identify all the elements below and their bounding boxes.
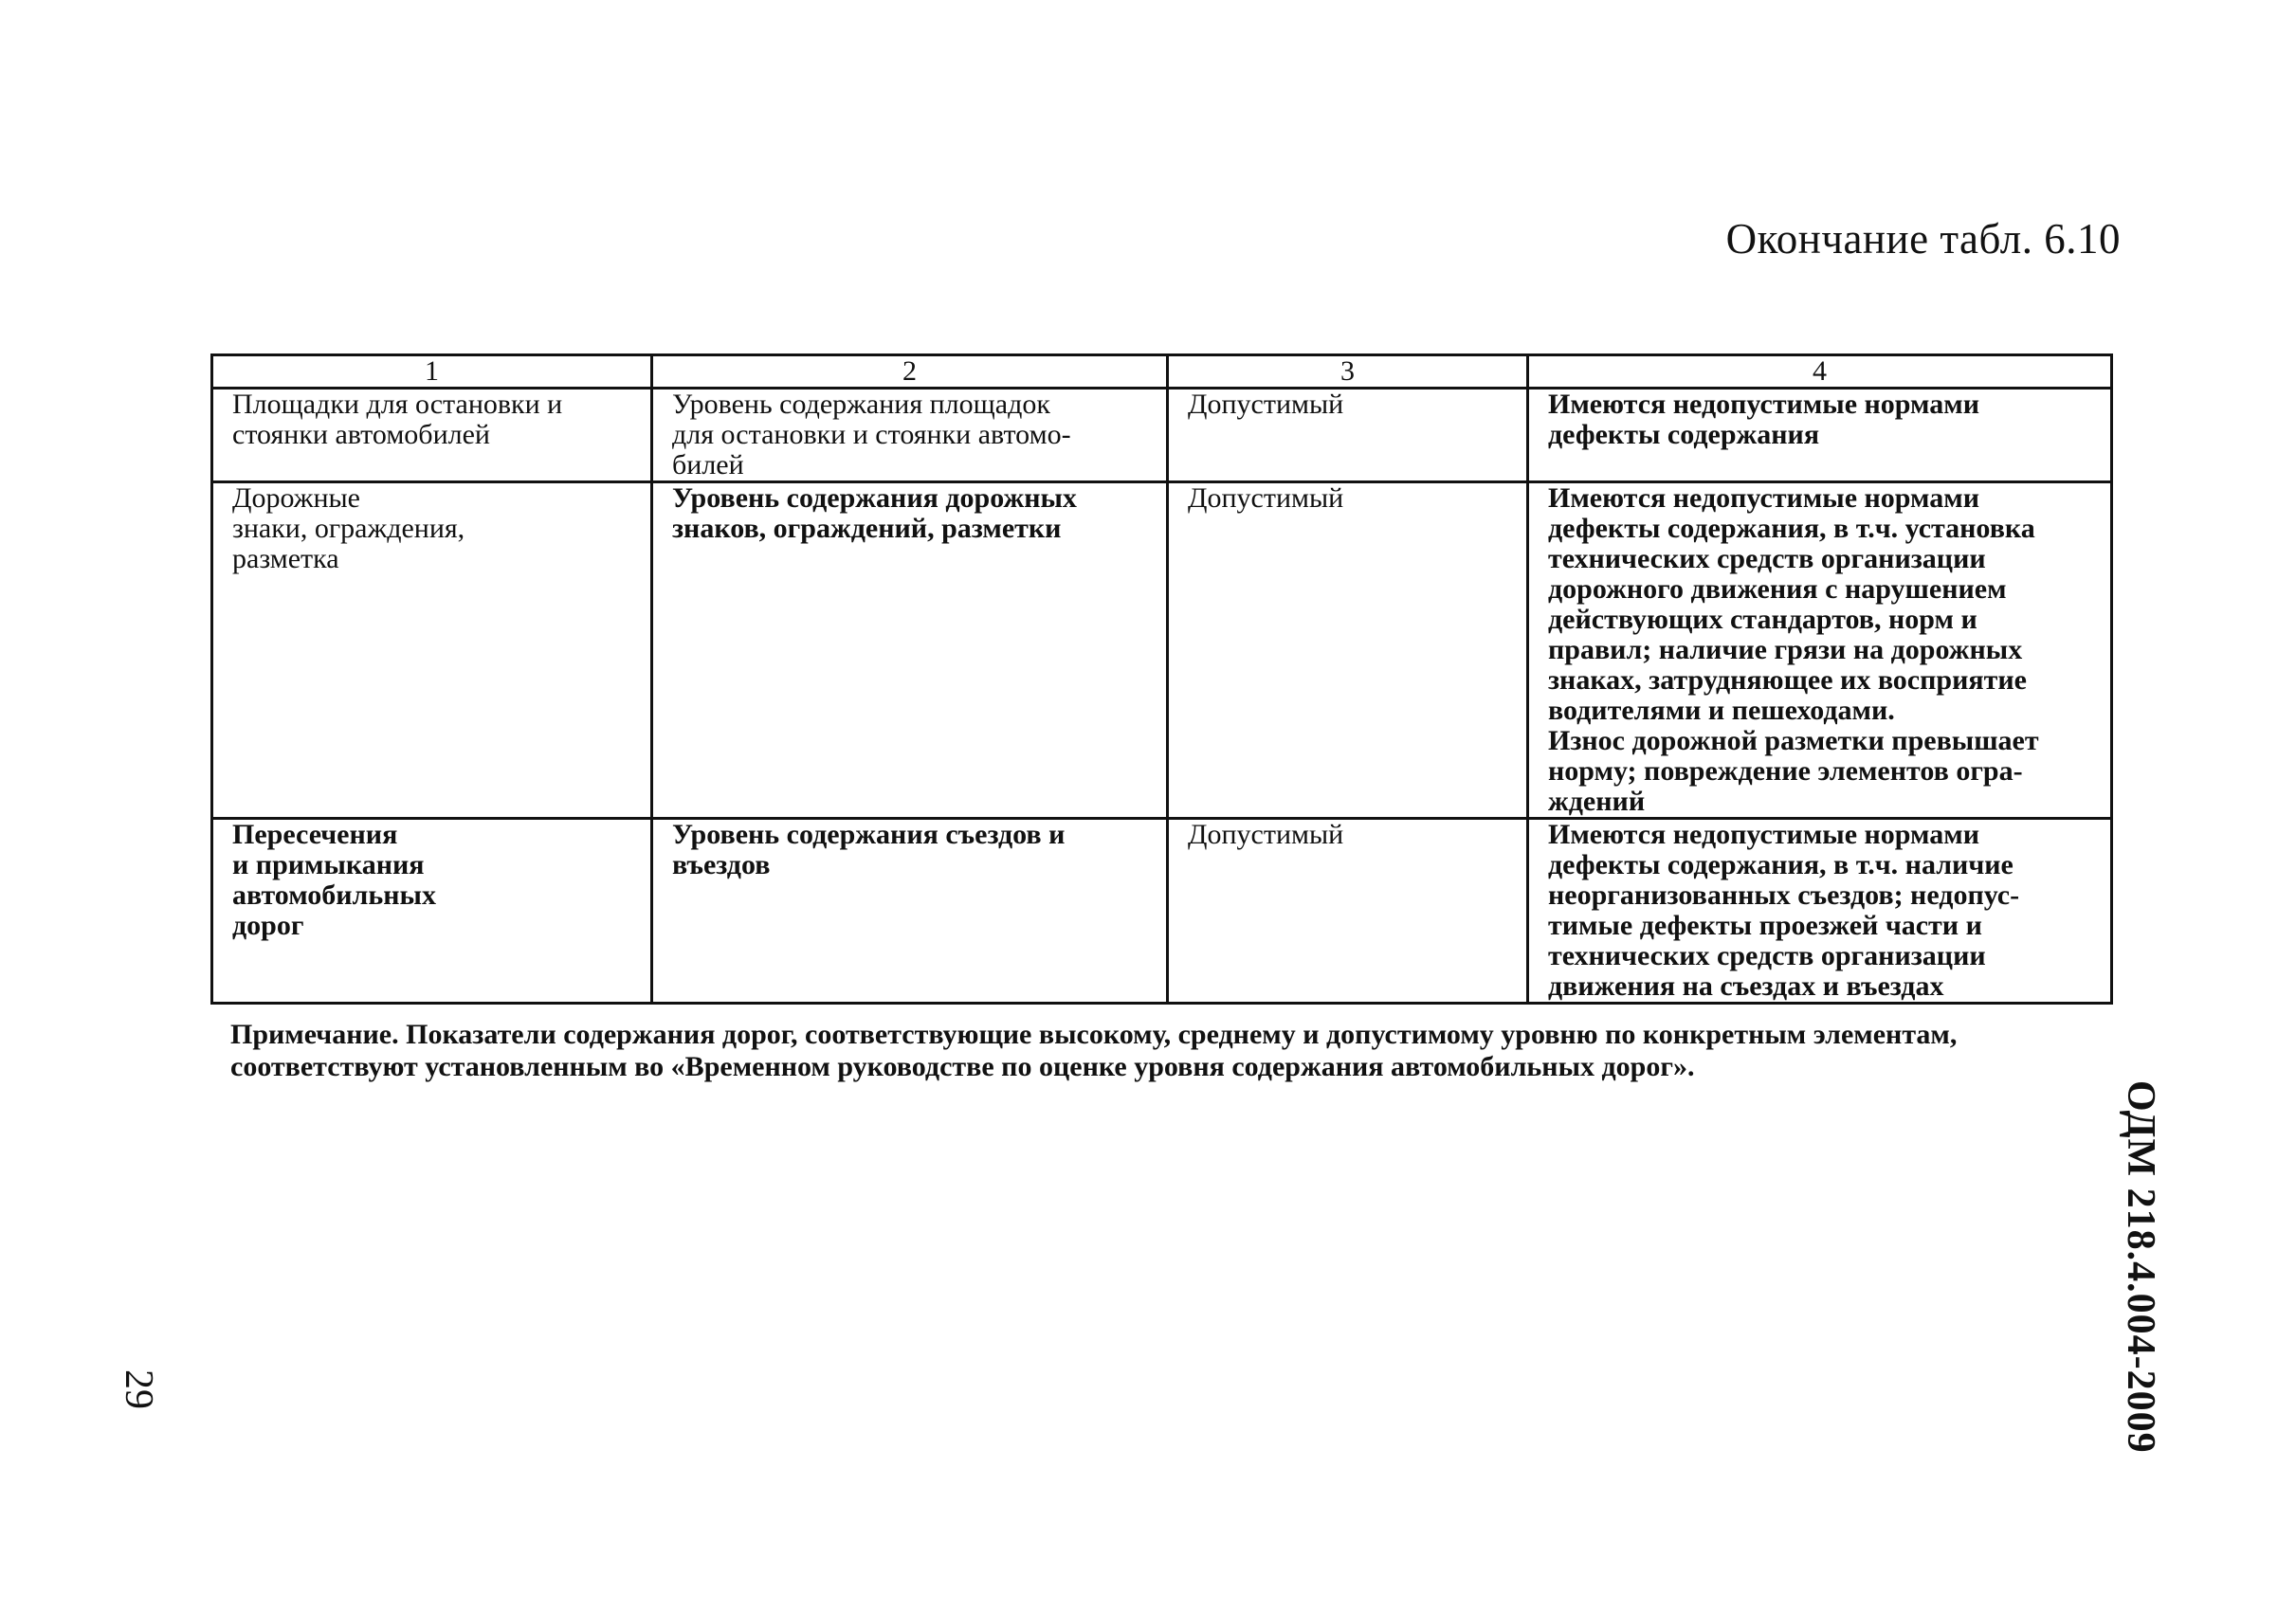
table-cell-level [1168,482,1528,819]
table-cell-level [1168,819,1528,1004]
table-header-row [212,355,2112,389]
cell-text: Дорожные знаки, ограждения, разметка [232,482,465,574]
table-cell-indicator [652,482,1168,819]
cell-text: Допустимый [1188,819,1344,850]
table-row [212,482,2112,819]
table-cell-indicator [652,819,1168,1004]
table-cell-defects [1528,819,2112,1004]
cell-text: Допустимый [1188,482,1344,514]
cell-text: Уровень содержания площадок для остановки и стоянки автомо- билей [672,389,1071,480]
table-cell-element [212,819,652,1004]
cell-text: Имеются недопустимые нормами дефекты содержания, в т.ч. наличие неорганизованных съездов; недопус- тимые дефекты проезжей части и технических средств организации движения на съездах и въездах [1548,819,2020,1002]
table-cell-element [212,389,652,482]
header-cell-3: 3 [1168,355,1528,389]
note-text: Показатели содержания дорог, соответствующие высокому, среднему и допустимому уровню по конкретным элементам, соответствуют установленным во «Временном руководстве по оценке уровня содержания автомобильных дорог». [230,1019,1958,1082]
cell-text: Площадки для остановки и стоянки автомобилей [232,389,563,450]
cell-text: Имеются недопустимые нормами дефекты содержания [1548,389,1979,450]
header-cell-4: 4 [1528,355,2112,389]
table-row [212,819,2112,1004]
document-code: ОДМ 218.4.004-2009 [2119,1080,2162,1454]
table-row [212,389,2112,482]
cell-text: Уровень содержания съездов и въездов [672,819,1066,880]
table-cell-defects [1528,389,2112,482]
cell-text: Имеются недопустимые нормами дефекты содержания, в т.ч. установка технических средств организации дорожного движения с нарушением действующих стандартов, норм и правил; наличие грязи на дорожных знаках, затрудняющее их восприятие водителями и пешеходами. Износ дорожной разметки превышает норму; повреждение элементов огра- ждений [1548,482,2039,817]
table-cell-level [1168,389,1528,482]
cell-text: Пересечения и примыкания автомобильных дорог [232,819,436,941]
cell-text: Допустимый [1188,389,1344,420]
maintenance-table [210,353,2113,1005]
table-cell-indicator [652,389,1168,482]
page-number: 29 [117,1369,160,1409]
note-label: Примечание. [230,1019,399,1050]
header-cell-1: 1 [212,355,652,389]
table-cell-defects [1528,482,2112,819]
table-cell-element [212,482,652,819]
table-caption: Окончание табл. 6.10 [1725,215,2121,263]
cell-text: Уровень содержания дорожных знаков, ограждений, разметки [672,482,1077,544]
header-cell-2: 2 [652,355,1168,389]
table-note [230,1019,2032,1083]
